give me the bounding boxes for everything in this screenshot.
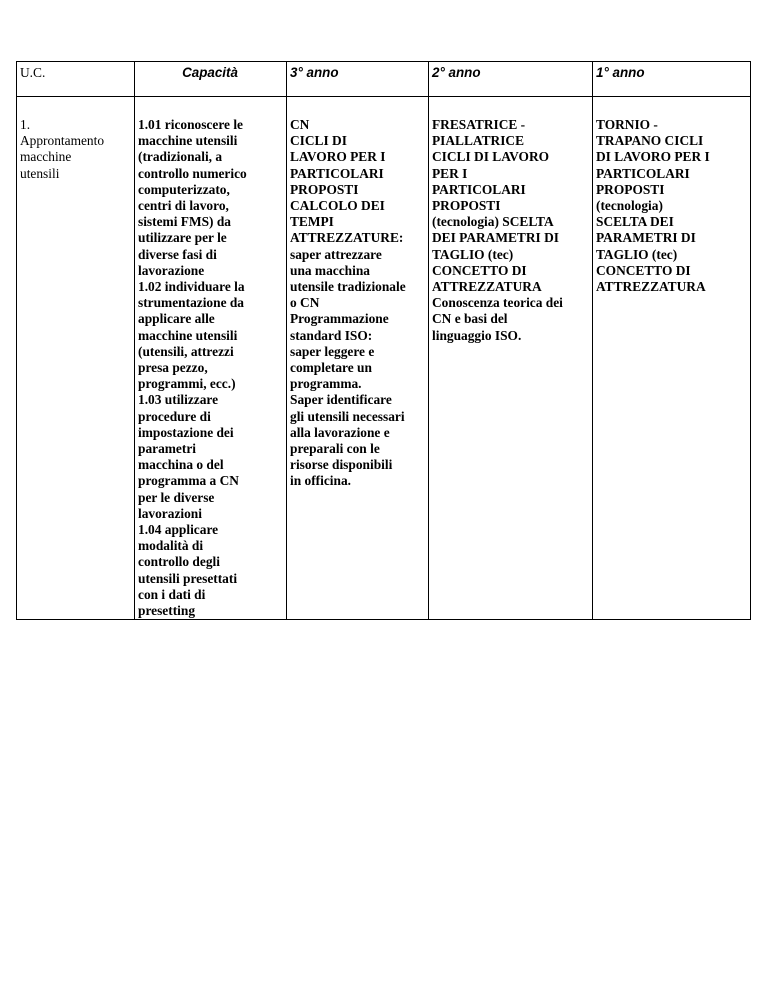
header-uc: [17, 62, 135, 97]
cell-anno-2-text: FRESATRICE - PIALLATRICE CICLI DI LAVORO PER I PARTICOLARI PROPOSTI (tecnologia) SCELTA DEI PARAMETRI DI TAGLIO (tec) CONCETTO DI ATTREZZATURA Conoscenza teorica dei CN e basi del linguaggio ISO.: [432, 117, 563, 343]
header-anno-3-label: 3° anno: [290, 65, 339, 80]
cell-anno-1-text: TORNIO - TRAPANO CICLI DI LAVORO PER I PARTICOLARI PROPOSTI (tecnologia) SCELTA DEI PARAMETRI DI TAGLIO (tec) CONCETTO DI ATTREZZATURA: [596, 117, 710, 295]
header-anno-2-label: 2° anno: [432, 65, 481, 80]
cell-anno-3-text: CN CICLI DI LAVORO PER I PARTICOLARI PROPOSTI CALCOLO DEI TEMPI ATTREZZATURE: saper attrezzare una macchina utensile tradizionale o CN Programmazione standard ISO: saper leggere e completare un programma. Saper identificare gli utensili necessari alla lavorazione e preparali con le risorse disponibili in officina.: [290, 117, 406, 489]
cell-capacita: [135, 97, 287, 620]
header-anno-3: [287, 62, 429, 97]
cell-anno-1: [593, 97, 751, 620]
curriculum-table: [16, 61, 751, 620]
header-anno-2: [429, 62, 593, 97]
cell-uc: [17, 97, 135, 620]
header-capacita-label: Capacità: [182, 65, 238, 80]
cell-anno-3: [287, 97, 429, 620]
header-uc-label: U.C.: [20, 65, 46, 80]
header-anno-1: [593, 62, 751, 97]
cell-uc-text: 1. Approntamento macchine utensili: [20, 117, 105, 181]
cell-anno-2: [429, 97, 593, 620]
table-header-row: [17, 62, 751, 97]
header-anno-1-label: 1° anno: [596, 65, 645, 80]
cell-capacita-text: 1.01 riconoscere le macchine utensili (tradizionali, a controllo numerico computerizzato, centri di lavoro, sistemi FMS) da utilizzare per le diverse fasi di lavorazione 1.02 individuare la strumentazione da applicare alle macchine utensili (utensili, attrezzi presa pezzo, programmi, ecc.) 1.03 utilizzare procedure di impostazione dei parametri macchina o del programma a CN per le diverse lavorazioni 1.04 applicare modalità di controllo degli utensili presettati con i dati di presetting: [138, 117, 247, 619]
table-row: [17, 97, 751, 620]
header-capacita: [135, 62, 287, 97]
